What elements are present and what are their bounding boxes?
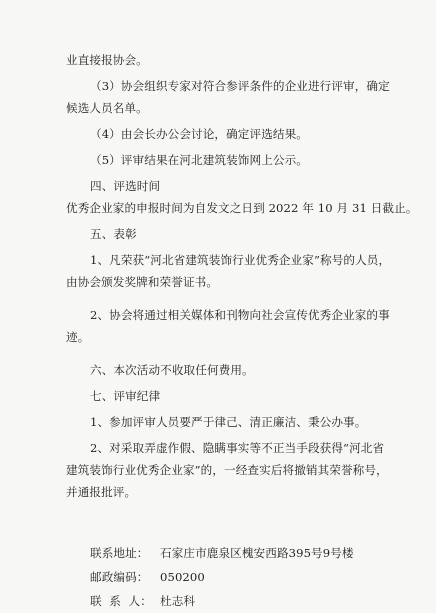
paragraph-line: 1、参加评审人员要严于律己、清正廉洁、秉公办事。 [90, 415, 367, 429]
contact-person [66, 589, 378, 613]
paragraph-line: 迹。 [66, 330, 90, 344]
contact-person-value: 杜志科 [160, 594, 196, 608]
paragraph-line: 建筑装饰行业优秀企业家”的，一经查实后将撤销其荣誉称号， [66, 463, 388, 477]
contact-person-label: 联 系 人： [90, 594, 152, 608]
paragraph-line: 1、凡荣获“河北省建筑装饰行业优秀企业家”称号的人员， [90, 253, 391, 267]
contact-zip [66, 565, 378, 589]
contact-address-label: 联系地址： [90, 546, 149, 560]
paragraph-line: （4）由会长办公会讨论，确定评选结果。 [90, 127, 308, 141]
contact-address-value: 石家庄市鹿泉区槐安西路395号9号楼 [160, 546, 354, 560]
section-heading: 六、本次活动不收取任何费用。 [90, 363, 254, 377]
contact-zip-value: 050200 [160, 570, 205, 584]
paragraph-line: （5）评审结果在河北建筑装饰网上公示。 [90, 153, 308, 167]
contact-zip-label: 邮政编码： [90, 570, 149, 584]
contact-block [66, 541, 378, 613]
paragraph-line: 业直接报协会。 [66, 53, 148, 67]
paragraph-line: 候选人员名单。 [66, 101, 148, 115]
paragraph-line: 2、对采取弄虚作假、隐瞒事实等不正当手段获得“河北省 [90, 441, 385, 455]
paragraph-line: 优秀企业家的申报时间为自发文之日到 2022 年 10 月 31 日截止。 [66, 201, 418, 215]
paragraph-line: 由协会颁发奖牌和荣誉证书。 [66, 275, 219, 289]
paragraph-line: （3）协会组织专家对符合参评条件的企业进行评审，确定 [90, 79, 390, 93]
paragraph-line: 2、协会将通过相关媒体和刊物向社会宣传优秀企业家的事 [90, 308, 390, 322]
section-heading: 七、评审纪律 [90, 389, 161, 403]
contact-address [66, 541, 378, 565]
section-heading: 四、评选时间 [90, 179, 161, 193]
paragraph-line: 并通报批评。 [66, 485, 137, 499]
section-heading: 五、表彰 [90, 227, 137, 241]
